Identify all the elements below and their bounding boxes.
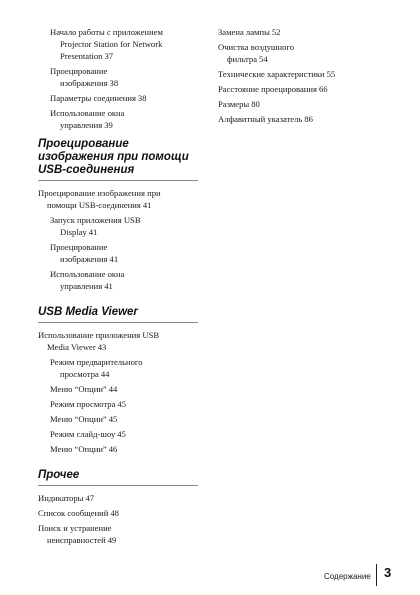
toc-entry-text: просмотра	[60, 369, 99, 379]
toc-entry-text: Меню “Опции”	[50, 414, 107, 424]
section-title-line: Прочее	[38, 469, 80, 481]
toc-entry-text: Меню “Опции”	[50, 444, 107, 454]
toc-entry-text: Индикаторы	[38, 493, 84, 503]
toc-entry-text: Запуск приложения USB	[50, 215, 141, 225]
toc-page-number: 44	[100, 369, 110, 379]
toc-page-number: 48	[110, 508, 119, 518]
toc-entry-text: фильтра	[227, 54, 258, 64]
toc-page-number: 54	[259, 54, 268, 64]
section-title-line: USB-соединения	[38, 164, 135, 176]
section-title-line: USB Media Viewer	[38, 306, 138, 318]
toc-entry[interactable]	[38, 383, 198, 395]
toc-entry-text: Media Viewer	[47, 342, 96, 352]
toc-section	[38, 302, 198, 455]
toc-page-number: 52	[271, 27, 281, 37]
toc-page-number: 37	[104, 51, 114, 61]
toc-page-number: 55	[326, 69, 336, 79]
toc-entry[interactable]	[218, 98, 380, 110]
toc-entry[interactable]	[38, 443, 198, 455]
toc-page-number: 38	[109, 78, 119, 88]
toc-entry-text: Проецирование	[50, 66, 108, 76]
toc-entry-text: Начало работы с приложением	[50, 27, 163, 37]
toc-entry[interactable]	[38, 428, 198, 440]
toc-entry-text: Использование приложения USB	[38, 330, 160, 340]
toc-entry[interactable]	[218, 68, 380, 80]
toc-entry-text: Projector Station for Network	[60, 39, 163, 49]
toc-page-number: 47	[85, 493, 95, 503]
toc-entry-text: Технические характеристики	[218, 69, 325, 79]
toc-entry[interactable]	[38, 329, 198, 353]
toc-entry[interactable]	[38, 507, 198, 519]
toc-page-number: 41	[109, 254, 119, 264]
toc-entry[interactable]	[38, 26, 198, 62]
toc-page-number: 49	[107, 535, 117, 545]
toc-entry[interactable]	[38, 268, 198, 292]
toc-entry[interactable]	[218, 41, 380, 65]
toc-entry[interactable]	[38, 413, 198, 425]
toc-entry[interactable]	[38, 522, 198, 546]
footer-label: Содержание	[324, 572, 371, 581]
toc-page-number: 38	[137, 93, 147, 103]
toc-entry-text: помощи USB-соединения	[47, 200, 141, 210]
toc-sections	[38, 134, 198, 546]
toc-entry[interactable]	[38, 187, 198, 211]
footer-divider	[376, 564, 377, 586]
toc-page-number: 41	[142, 200, 152, 210]
toc-entry-text: Список сообщений	[38, 508, 109, 518]
toc-page-number: 43	[97, 342, 107, 352]
toc-page-number: 80	[251, 99, 260, 109]
toc-page-number: 45	[117, 399, 127, 409]
section-title-line: Проецирование	[38, 138, 129, 150]
page-number: 3	[384, 565, 392, 580]
toc-page-number: 39	[104, 120, 113, 130]
section-title-line: изображения при помощи	[38, 151, 189, 163]
toc-page-number: 41	[88, 227, 98, 237]
toc-entry[interactable]	[38, 107, 198, 131]
toc-right-entries	[218, 26, 380, 125]
toc-entry[interactable]	[218, 113, 380, 125]
toc-entry[interactable]	[38, 92, 198, 104]
toc-page-number: 46	[108, 444, 118, 454]
toc-entry[interactable]	[38, 241, 198, 265]
toc-entry-text: Поиск и устранение	[38, 523, 112, 533]
toc-page-number: 66	[318, 84, 328, 94]
section-title	[38, 134, 198, 177]
toc-page-number: 44	[108, 384, 118, 394]
toc-entry-text: Расстояние проецирования	[218, 84, 317, 94]
section-title	[38, 465, 198, 482]
toc-page-number: 45	[117, 429, 126, 439]
toc-page-number: 86	[304, 114, 313, 124]
toc-entry-text: Проецирование изображения при	[38, 188, 161, 198]
toc-entry-text: Режим просмотра	[50, 399, 116, 409]
toc-entry[interactable]	[38, 398, 198, 410]
toc-entry-text: управления	[60, 281, 103, 291]
toc-entry[interactable]	[38, 214, 198, 238]
toc-entry-text: Использование окна	[50, 269, 125, 279]
toc-entry[interactable]	[38, 65, 198, 89]
toc-entry-text: Проецирование	[50, 242, 108, 252]
section-title	[38, 302, 198, 319]
toc-page-number: 41	[104, 281, 113, 291]
section-divider	[38, 485, 198, 486]
toc-entry-text: неисправностей	[47, 535, 106, 545]
toc-entry-text: Режим предварительного	[50, 357, 143, 367]
toc-entry-text: Замена лампы	[218, 27, 270, 37]
toc-entry-text: изображения	[60, 254, 108, 264]
toc-top-entries	[38, 26, 198, 131]
toc-entry-text: изображения	[60, 78, 108, 88]
toc-entry-text: Алфавитный указатель	[218, 114, 303, 124]
toc-entry-text: Режим слайд-шоу	[50, 429, 116, 439]
right-column	[218, 26, 380, 128]
toc-entry[interactable]	[38, 356, 198, 380]
toc-entry-text: Параметры соединения	[50, 93, 136, 103]
toc-entry-text: Размеры	[218, 99, 250, 109]
toc-entry[interactable]	[38, 492, 198, 504]
toc-entry[interactable]	[218, 83, 380, 95]
toc-entry-text: Использование окна	[50, 108, 125, 118]
toc-section	[38, 465, 198, 546]
toc-entry-text: Presentation	[60, 51, 103, 61]
toc-entry-text: Меню “Опции”	[50, 384, 107, 394]
toc-entry[interactable]	[218, 26, 380, 38]
section-divider	[38, 322, 198, 323]
toc-entry-text: Display	[60, 227, 87, 237]
toc-section	[38, 134, 198, 292]
toc-entry-text: Очистка воздушного	[218, 42, 295, 52]
toc-entry-text: управления	[60, 120, 103, 130]
section-divider	[38, 180, 198, 181]
toc-page-number: 45	[108, 414, 118, 424]
left-column	[38, 26, 198, 549]
